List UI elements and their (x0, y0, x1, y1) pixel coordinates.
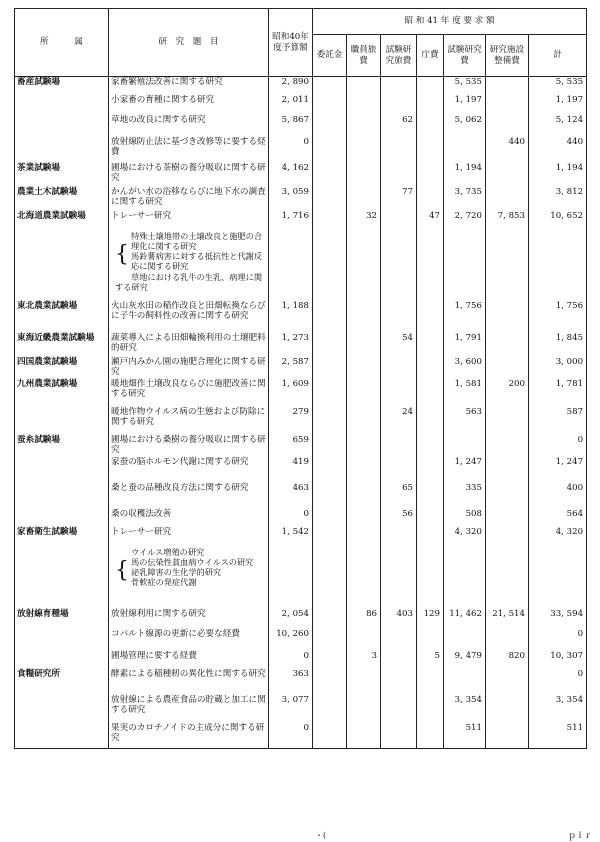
cell-request-1 (347, 379, 381, 407)
cell-request-1 (347, 509, 381, 527)
cell-request-5 (486, 547, 529, 609)
cell-topic: コバルト線源の更新に必要な経費 (109, 629, 269, 651)
cell-org: 畜産試験場 (15, 77, 109, 95)
table-row (15, 547, 587, 609)
cell-request-5 (486, 669, 529, 695)
cell-topic: 桑と蚕の品種改良方法に関する研究 (109, 483, 269, 509)
cell-request-1 (347, 457, 381, 483)
cell-request-0 (313, 629, 347, 651)
header-sub-3: 庁費 (417, 35, 444, 77)
cell-request-6: 1, 781 (529, 379, 587, 407)
cell-budget-40: 2, 587 (269, 357, 313, 379)
cell-topic: 暖地作物ウイルス病の生態および防除に関する研究 (109, 407, 269, 435)
cell-request-0 (313, 77, 347, 95)
cell-budget-40: 10, 260 (269, 629, 313, 651)
cell-request-2 (381, 547, 417, 609)
cell-request-4 (444, 669, 486, 695)
header-sub-5: 研究施設整備費 (486, 35, 529, 77)
brace-glyph: { (115, 557, 129, 583)
cell-request-3: 47 (417, 211, 444, 231)
cell-budget-40: 0 (269, 723, 313, 749)
cell-request-0 (313, 115, 347, 137)
table-row (15, 669, 587, 695)
cell-topic: 小家畜の育種に関する研究 (109, 95, 269, 115)
cell-org: 北海道農業試験場 (15, 211, 109, 231)
cell-request-4: 1, 791 (444, 333, 486, 357)
table-row (15, 357, 587, 379)
cell-topic: 瀬戸内みかん園の施肥合理化に関する研究 (109, 357, 269, 379)
cell-request-0 (313, 211, 347, 231)
cell-request-4 (444, 435, 486, 457)
cell-request-6: 1, 845 (529, 333, 587, 357)
cell-request-3 (417, 77, 444, 95)
cell-budget-40: 1, 542 (269, 527, 313, 547)
cell-topic: 家畜繁殖法改善に関する研究 (109, 77, 269, 95)
cell-request-0 (313, 651, 347, 669)
cell-request-0 (313, 231, 347, 301)
table-row (15, 137, 587, 163)
cell-request-2: 54 (381, 333, 417, 357)
cell-request-1 (347, 301, 381, 333)
cell-request-1 (347, 723, 381, 749)
cell-request-1 (347, 115, 381, 137)
cell-request-1 (347, 483, 381, 509)
cell-request-0 (313, 95, 347, 115)
cell-request-5 (486, 723, 529, 749)
cell-request-4: 508 (444, 509, 486, 527)
cell-request-3 (417, 115, 444, 137)
cell-request-5 (486, 231, 529, 301)
cell-budget-40: 463 (269, 483, 313, 509)
cell-budget-40: 0 (269, 509, 313, 527)
cell-request-3 (417, 95, 444, 115)
cell-request-2: 24 (381, 407, 417, 435)
table-row (15, 723, 587, 749)
cell-request-0 (313, 301, 347, 333)
document-page (14, 8, 592, 840)
table-row (15, 115, 587, 137)
cell-org (15, 651, 109, 669)
cell-topic: 暖地畑作土壌改良ならびに施肥改善に関する研究 (109, 379, 269, 407)
table-row (15, 77, 587, 95)
cell-org: 農業土木試験場 (15, 187, 109, 211)
brace-glyph: { (115, 241, 129, 267)
cell-budget-40: 5, 867 (269, 115, 313, 137)
cell-org: 蚕糸試験場 (15, 435, 109, 457)
cell-request-0 (313, 695, 347, 723)
table-row (15, 483, 587, 509)
cell-request-0 (313, 435, 347, 457)
cell-request-5 (486, 435, 529, 457)
header-request-41: 昭 和 41 年 度 要 求 額 (313, 9, 587, 35)
cell-budget-40: 2, 011 (269, 95, 313, 115)
cell-topic: 火山灰水田の稲作改良と田畑転換ならびに子牛の飼料性の改善に関する研究 (109, 301, 269, 333)
cell-budget-40: 2, 054 (269, 609, 313, 629)
cell-org (15, 407, 109, 435)
cell-request-0 (313, 527, 347, 547)
cell-request-3: 129 (417, 609, 444, 629)
cell-request-5 (486, 357, 529, 379)
table-row (15, 457, 587, 483)
header-topic: 研 究 題 目 (109, 9, 269, 77)
cell-request-1 (347, 187, 381, 211)
cell-request-5 (486, 115, 529, 137)
cell-request-2 (381, 231, 417, 301)
header-sub-6: 計 (529, 35, 587, 77)
cell-request-2 (381, 527, 417, 547)
cell-request-1: 32 (347, 211, 381, 231)
table-row (15, 301, 587, 333)
cell-request-5 (486, 301, 529, 333)
cell-request-4: 1, 247 (444, 457, 486, 483)
cell-request-1 (347, 629, 381, 651)
table-row (15, 527, 587, 547)
cell-request-6: 3, 812 (529, 187, 587, 211)
cell-request-0 (313, 163, 347, 187)
cell-budget-40: 363 (269, 669, 313, 695)
cell-topic: 放射線利用に関する研究 (109, 609, 269, 629)
table-row (15, 333, 587, 357)
cell-request-6: 0 (529, 669, 587, 695)
cell-request-6: 33, 594 (529, 609, 587, 629)
table-body (15, 77, 587, 749)
page-number: ｐｌｒ (568, 831, 592, 840)
cell-request-5 (486, 457, 529, 483)
cell-request-2 (381, 301, 417, 333)
cell-request-5 (486, 187, 529, 211)
cell-request-3 (417, 163, 444, 187)
page-footer (0, 830, 600, 840)
cell-request-5 (486, 95, 529, 115)
cell-request-6: 4, 320 (529, 527, 587, 547)
cell-budget-40: 2, 890 (269, 77, 313, 95)
cell-request-2: 403 (381, 609, 417, 629)
cell-budget-40: 419 (269, 457, 313, 483)
header-sub-0: 委託金 (313, 35, 347, 77)
cell-request-2 (381, 457, 417, 483)
cell-request-2 (381, 629, 417, 651)
cell-request-2 (381, 77, 417, 95)
cell-org (15, 723, 109, 749)
cell-request-6: 1, 756 (529, 301, 587, 333)
cell-topic (109, 547, 269, 609)
cell-request-6: 10, 652 (529, 211, 587, 231)
cell-org (15, 137, 109, 163)
cell-org: 四国農業試験場 (15, 357, 109, 379)
header-org: 所 属 (15, 9, 109, 77)
cell-request-4: 511 (444, 723, 486, 749)
cell-request-6: 3, 000 (529, 357, 587, 379)
cell-request-2: 77 (381, 187, 417, 211)
cell-org (15, 457, 109, 483)
cell-request-2 (381, 357, 417, 379)
footer-mark: ・( (315, 831, 327, 840)
header-budget-40: 昭和40年 度予算額 (269, 9, 313, 77)
cell-request-1 (347, 407, 381, 435)
cell-topic: 圃場における桑樹の養分吸収に関する研究 (109, 435, 269, 457)
cell-request-5 (486, 527, 529, 547)
cell-budget-40: 3, 059 (269, 187, 313, 211)
cell-request-2 (381, 379, 417, 407)
cell-topic: 放射線による農産食品の貯蔵と加工に関する研究 (109, 695, 269, 723)
cell-request-2 (381, 95, 417, 115)
cell-request-3 (417, 695, 444, 723)
cell-org (15, 695, 109, 723)
cell-request-5: 820 (486, 651, 529, 669)
cell-request-0 (313, 379, 347, 407)
cell-request-3 (417, 629, 444, 651)
cell-request-1 (347, 357, 381, 379)
cell-budget-40: 279 (269, 407, 313, 435)
cell-org (15, 95, 109, 115)
cell-request-4 (444, 231, 486, 301)
table-row (15, 231, 587, 301)
cell-org (15, 629, 109, 651)
cell-request-0 (313, 547, 347, 609)
cell-request-3 (417, 333, 444, 357)
cell-request-5: 200 (486, 379, 529, 407)
cell-budget-40: 3, 077 (269, 695, 313, 723)
cell-request-4: 1, 194 (444, 163, 486, 187)
cell-request-0 (313, 609, 347, 629)
cell-request-2 (381, 211, 417, 231)
cell-budget-40 (269, 231, 313, 301)
cell-request-3 (417, 435, 444, 457)
cell-request-3 (417, 187, 444, 211)
cell-org (15, 483, 109, 509)
cell-request-4: 5, 535 (444, 77, 486, 95)
cell-request-5 (486, 407, 529, 435)
cell-request-6: 0 (529, 629, 587, 651)
cell-org (15, 547, 109, 609)
cell-budget-40: 1, 609 (269, 379, 313, 407)
cell-request-6 (529, 547, 587, 609)
cell-request-1 (347, 333, 381, 357)
cell-org (15, 231, 109, 301)
cell-request-0 (313, 483, 347, 509)
cell-org: 茶業試験場 (15, 163, 109, 187)
cell-request-1 (347, 95, 381, 115)
cell-request-0 (313, 457, 347, 483)
cell-request-1 (347, 527, 381, 547)
cell-org: 家畜衛生試験場 (15, 527, 109, 547)
cell-request-4: 1, 581 (444, 379, 486, 407)
table-row (15, 609, 587, 629)
cell-request-3 (417, 723, 444, 749)
header-sub-4: 試験研究費 (444, 35, 486, 77)
cell-request-4: 3, 354 (444, 695, 486, 723)
cell-request-6: 1, 197 (529, 95, 587, 115)
cell-budget-40: 1, 716 (269, 211, 313, 231)
cell-request-4: 3, 735 (444, 187, 486, 211)
table-row (15, 407, 587, 435)
cell-budget-40: 4, 162 (269, 163, 313, 187)
table-row (15, 509, 587, 527)
cell-topic: 酵素による稲種籾の異化性に関する研究 (109, 669, 269, 695)
cell-request-6: 5, 124 (529, 115, 587, 137)
cell-request-2 (381, 669, 417, 695)
cell-request-2: 62 (381, 115, 417, 137)
cell-request-0 (313, 669, 347, 695)
cell-request-3 (417, 301, 444, 333)
table-row (15, 695, 587, 723)
cell-request-3 (417, 231, 444, 301)
table-row (15, 95, 587, 115)
cell-request-4: 5, 062 (444, 115, 486, 137)
cell-budget-40: 1, 188 (269, 301, 313, 333)
cell-budget-40: 0 (269, 651, 313, 669)
table-row (15, 379, 587, 407)
cell-request-3 (417, 527, 444, 547)
cell-request-4: 1, 756 (444, 301, 486, 333)
cell-request-6: 1, 194 (529, 163, 587, 187)
cell-request-4: 335 (444, 483, 486, 509)
sub-topics: ウイルス増殖の研究 馬の伝染性貧血病ウイルスの研究 泌乳障害の生化学的研究 骨軟症の発症代謝 (131, 546, 254, 588)
cell-org: 放射線育種場 (15, 609, 109, 629)
cell-request-2 (381, 435, 417, 457)
cell-org (15, 115, 109, 137)
cell-request-5: 21, 514 (486, 609, 529, 629)
cell-request-2 (381, 723, 417, 749)
cell-topic: 放射線防止法に基づき改修等に要する経費 (109, 137, 269, 163)
cell-request-3 (417, 483, 444, 509)
cell-request-3 (417, 379, 444, 407)
cell-request-6: 440 (529, 137, 587, 163)
table-row (15, 163, 587, 187)
cell-request-6: 400 (529, 483, 587, 509)
cell-budget-40: 1, 273 (269, 333, 313, 357)
cell-request-0 (313, 723, 347, 749)
table-row (15, 629, 587, 651)
cell-request-4: 11, 462 (444, 609, 486, 629)
cell-request-4: 4, 320 (444, 527, 486, 547)
cell-request-1 (347, 77, 381, 95)
cell-request-4 (444, 629, 486, 651)
header-sub-1: 職員旅費 (347, 35, 381, 77)
cell-request-2 (381, 695, 417, 723)
cell-request-4 (444, 547, 486, 609)
cell-request-5 (486, 695, 529, 723)
cell-request-6: 5, 535 (529, 77, 587, 95)
cell-request-3 (417, 457, 444, 483)
cell-org: 九州農業試験場 (15, 379, 109, 407)
cell-topic: 家蚕の脳ホルモン代謝に関する研究 (109, 457, 269, 483)
cell-request-4: 1, 197 (444, 95, 486, 115)
cell-request-1: 86 (347, 609, 381, 629)
cell-topic: 圃場管理に要する経費 (109, 651, 269, 669)
cell-request-5: 7, 853 (486, 211, 529, 231)
cell-request-0 (313, 357, 347, 379)
cell-request-3 (417, 407, 444, 435)
cell-org: 東海近畿農業試験場 (15, 333, 109, 357)
cell-request-4 (444, 137, 486, 163)
cell-request-1 (347, 163, 381, 187)
cell-topic: かんがい水の浴移ならびに地下水の調査に関する研究 (109, 187, 269, 211)
cell-org: 東北農業試験場 (15, 301, 109, 333)
cell-request-6: 10, 307 (529, 651, 587, 669)
cell-topic: トレーサー研究 (109, 211, 269, 231)
cell-request-0 (313, 407, 347, 435)
cell-request-1 (347, 435, 381, 457)
cell-request-4: 9, 479 (444, 651, 486, 669)
cell-request-0 (313, 187, 347, 211)
cell-request-5 (486, 163, 529, 187)
sub-topics: 特殊土壌地帯の土壌改良と施肥の合理化に関する研究 馬鈴薯病害に対する抵抗性と代謝反応に関する研究 草地における乳牛の生乳、病理に関する研究 (115, 230, 263, 292)
cell-request-3 (417, 357, 444, 379)
cell-request-1: 3 (347, 651, 381, 669)
cell-topic: 草地の改良に関する研究 (109, 115, 269, 137)
cell-topic: トレーサー研究 (109, 527, 269, 547)
cell-topic: 果実のカロチノイドの主成分に関する研究 (109, 723, 269, 749)
cell-request-1 (347, 231, 381, 301)
cell-request-1 (347, 669, 381, 695)
table-row (15, 435, 587, 457)
cell-request-5: 440 (486, 137, 529, 163)
cell-request-1 (347, 547, 381, 609)
cell-request-6: 587 (529, 407, 587, 435)
cell-request-3 (417, 547, 444, 609)
cell-request-6: 1, 247 (529, 457, 587, 483)
cell-topic (109, 231, 269, 301)
cell-request-2 (381, 651, 417, 669)
cell-budget-40: 659 (269, 435, 313, 457)
cell-request-2 (381, 163, 417, 187)
cell-topic: 圃場における茶樹の養分吸収に関する研究 (109, 163, 269, 187)
cell-request-5 (486, 77, 529, 95)
cell-request-3: 5 (417, 651, 444, 669)
header-sub-2: 試験研究旅費 (381, 35, 417, 77)
cell-request-2 (381, 137, 417, 163)
cell-topic: 蔬菜導入による田畑輪換利用の土壌肥料的研究 (109, 333, 269, 357)
cell-request-5 (486, 509, 529, 527)
cell-request-0 (313, 509, 347, 527)
cell-request-6: 564 (529, 509, 587, 527)
cell-request-0 (313, 333, 347, 357)
cell-request-3 (417, 669, 444, 695)
cell-request-6: 0 (529, 435, 587, 457)
cell-request-3 (417, 137, 444, 163)
cell-request-1 (347, 137, 381, 163)
cell-budget-40: 0 (269, 137, 313, 163)
cell-request-6 (529, 231, 587, 301)
cell-request-6: 3, 354 (529, 695, 587, 723)
cell-request-5 (486, 629, 529, 651)
cell-request-3 (417, 509, 444, 527)
cell-request-5 (486, 333, 529, 357)
cell-request-1 (347, 695, 381, 723)
cell-request-4: 3, 600 (444, 357, 486, 379)
cell-request-4: 563 (444, 407, 486, 435)
cell-request-0 (313, 137, 347, 163)
cell-org: 食糧研究所 (15, 669, 109, 695)
cell-request-2: 65 (381, 483, 417, 509)
cell-request-4: 2, 720 (444, 211, 486, 231)
cell-org (15, 509, 109, 527)
table-row (15, 187, 587, 211)
cell-request-5 (486, 483, 529, 509)
cell-budget-40 (269, 547, 313, 609)
table-row (15, 651, 587, 669)
table-row (15, 211, 587, 231)
budget-table (14, 8, 587, 749)
cell-request-2: 56 (381, 509, 417, 527)
cell-request-6: 511 (529, 723, 587, 749)
cell-topic: 桑の収穫法改善 (109, 509, 269, 527)
